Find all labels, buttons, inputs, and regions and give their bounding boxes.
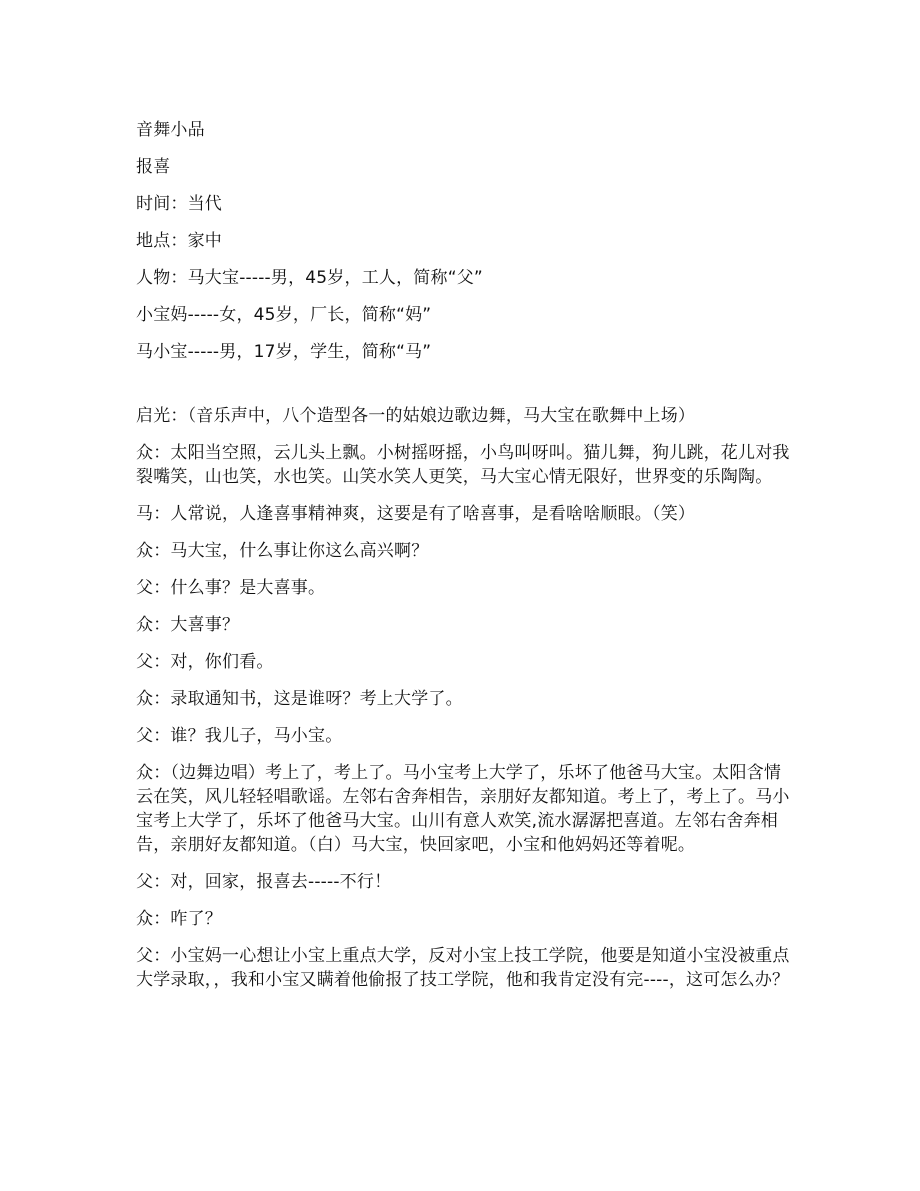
character-father: 人物：马大宝-----男，45岁，工人，简称“父”	[136, 268, 483, 288]
play-time: 时间：当代	[136, 194, 222, 214]
character-mother: 小宝妈-----女，45岁，厂长，简称“妈”	[136, 305, 432, 325]
dialogue-line: 父：谁？我儿子，马小宝。	[136, 726, 343, 746]
dialogue-line: 众：太阳当空照，云儿头上飘。小树摇呀摇，小鸟叫呀叫。猫儿舞，狗儿跳，花儿对我裂嘴笑，山也笑，水也笑。山笑水笑人更笑，马大宝心情无限好，世界变的乐陶陶。	[136, 443, 790, 487]
dialogue-line: 父：什么事？是大喜事。	[136, 578, 326, 598]
stage-direction: 启光：（音乐声中，八个造型各一的姑娘边歌边舞，马大宝在歌舞中上场）	[136, 406, 696, 426]
dialogue-line: 众：咋了？	[136, 909, 222, 929]
dialogue-line: 马：人常说，人逢喜事精神爽，这要是有了啥喜事，是看啥啥顺眼。（笑）	[136, 504, 696, 524]
dialogue-line: 众：（边舞边唱）考上了，考上了。马小宝考上大学了，乐坏了他爸马大宝。太阳含情云在笑，风儿轻轻唱歌谣。左邻右舍奔相告，亲朋好友都知道。考上了，考上了。马小宝考上大学了，乐坏了他爸马大宝。山川有意人欢笑,流水潺潺把喜道。左邻右舍奔相告，亲朋好友都知道。（白）马大宝，快回家吧，小宝和他妈妈还等着呢。	[136, 763, 790, 855]
character-son: 马小宝-----男，17岁，学生，简称“马”	[136, 342, 432, 362]
dialogue-line: 父：小宝妈一心想让小宝上重点大学，反对小宝上技工学院，他要是知道小宝没被重点大学录取，，我和小宝又瞒着他偷报了技工学院，他和我肯定没有完----，这可怎么办？	[136, 946, 790, 990]
dialogue-line: 众：大喜事？	[136, 615, 240, 635]
document-content	[136, 118, 790, 1005]
play-genre: 音舞小品	[136, 120, 205, 140]
dialogue-line: 众：录取通知书，这是谁呀？考上大学了。	[136, 689, 463, 709]
play-title: 报喜	[136, 157, 171, 177]
dialogue-line: 父：对，回家，报喜去-----不行！	[136, 872, 392, 892]
dialogue-line: 父：对，你们看。	[136, 652, 274, 672]
play-location: 地点：家中	[136, 231, 222, 251]
dialogue-line: 众：马大宝，什么事让你这么高兴啊？	[136, 541, 429, 561]
section-gap	[136, 377, 790, 404]
